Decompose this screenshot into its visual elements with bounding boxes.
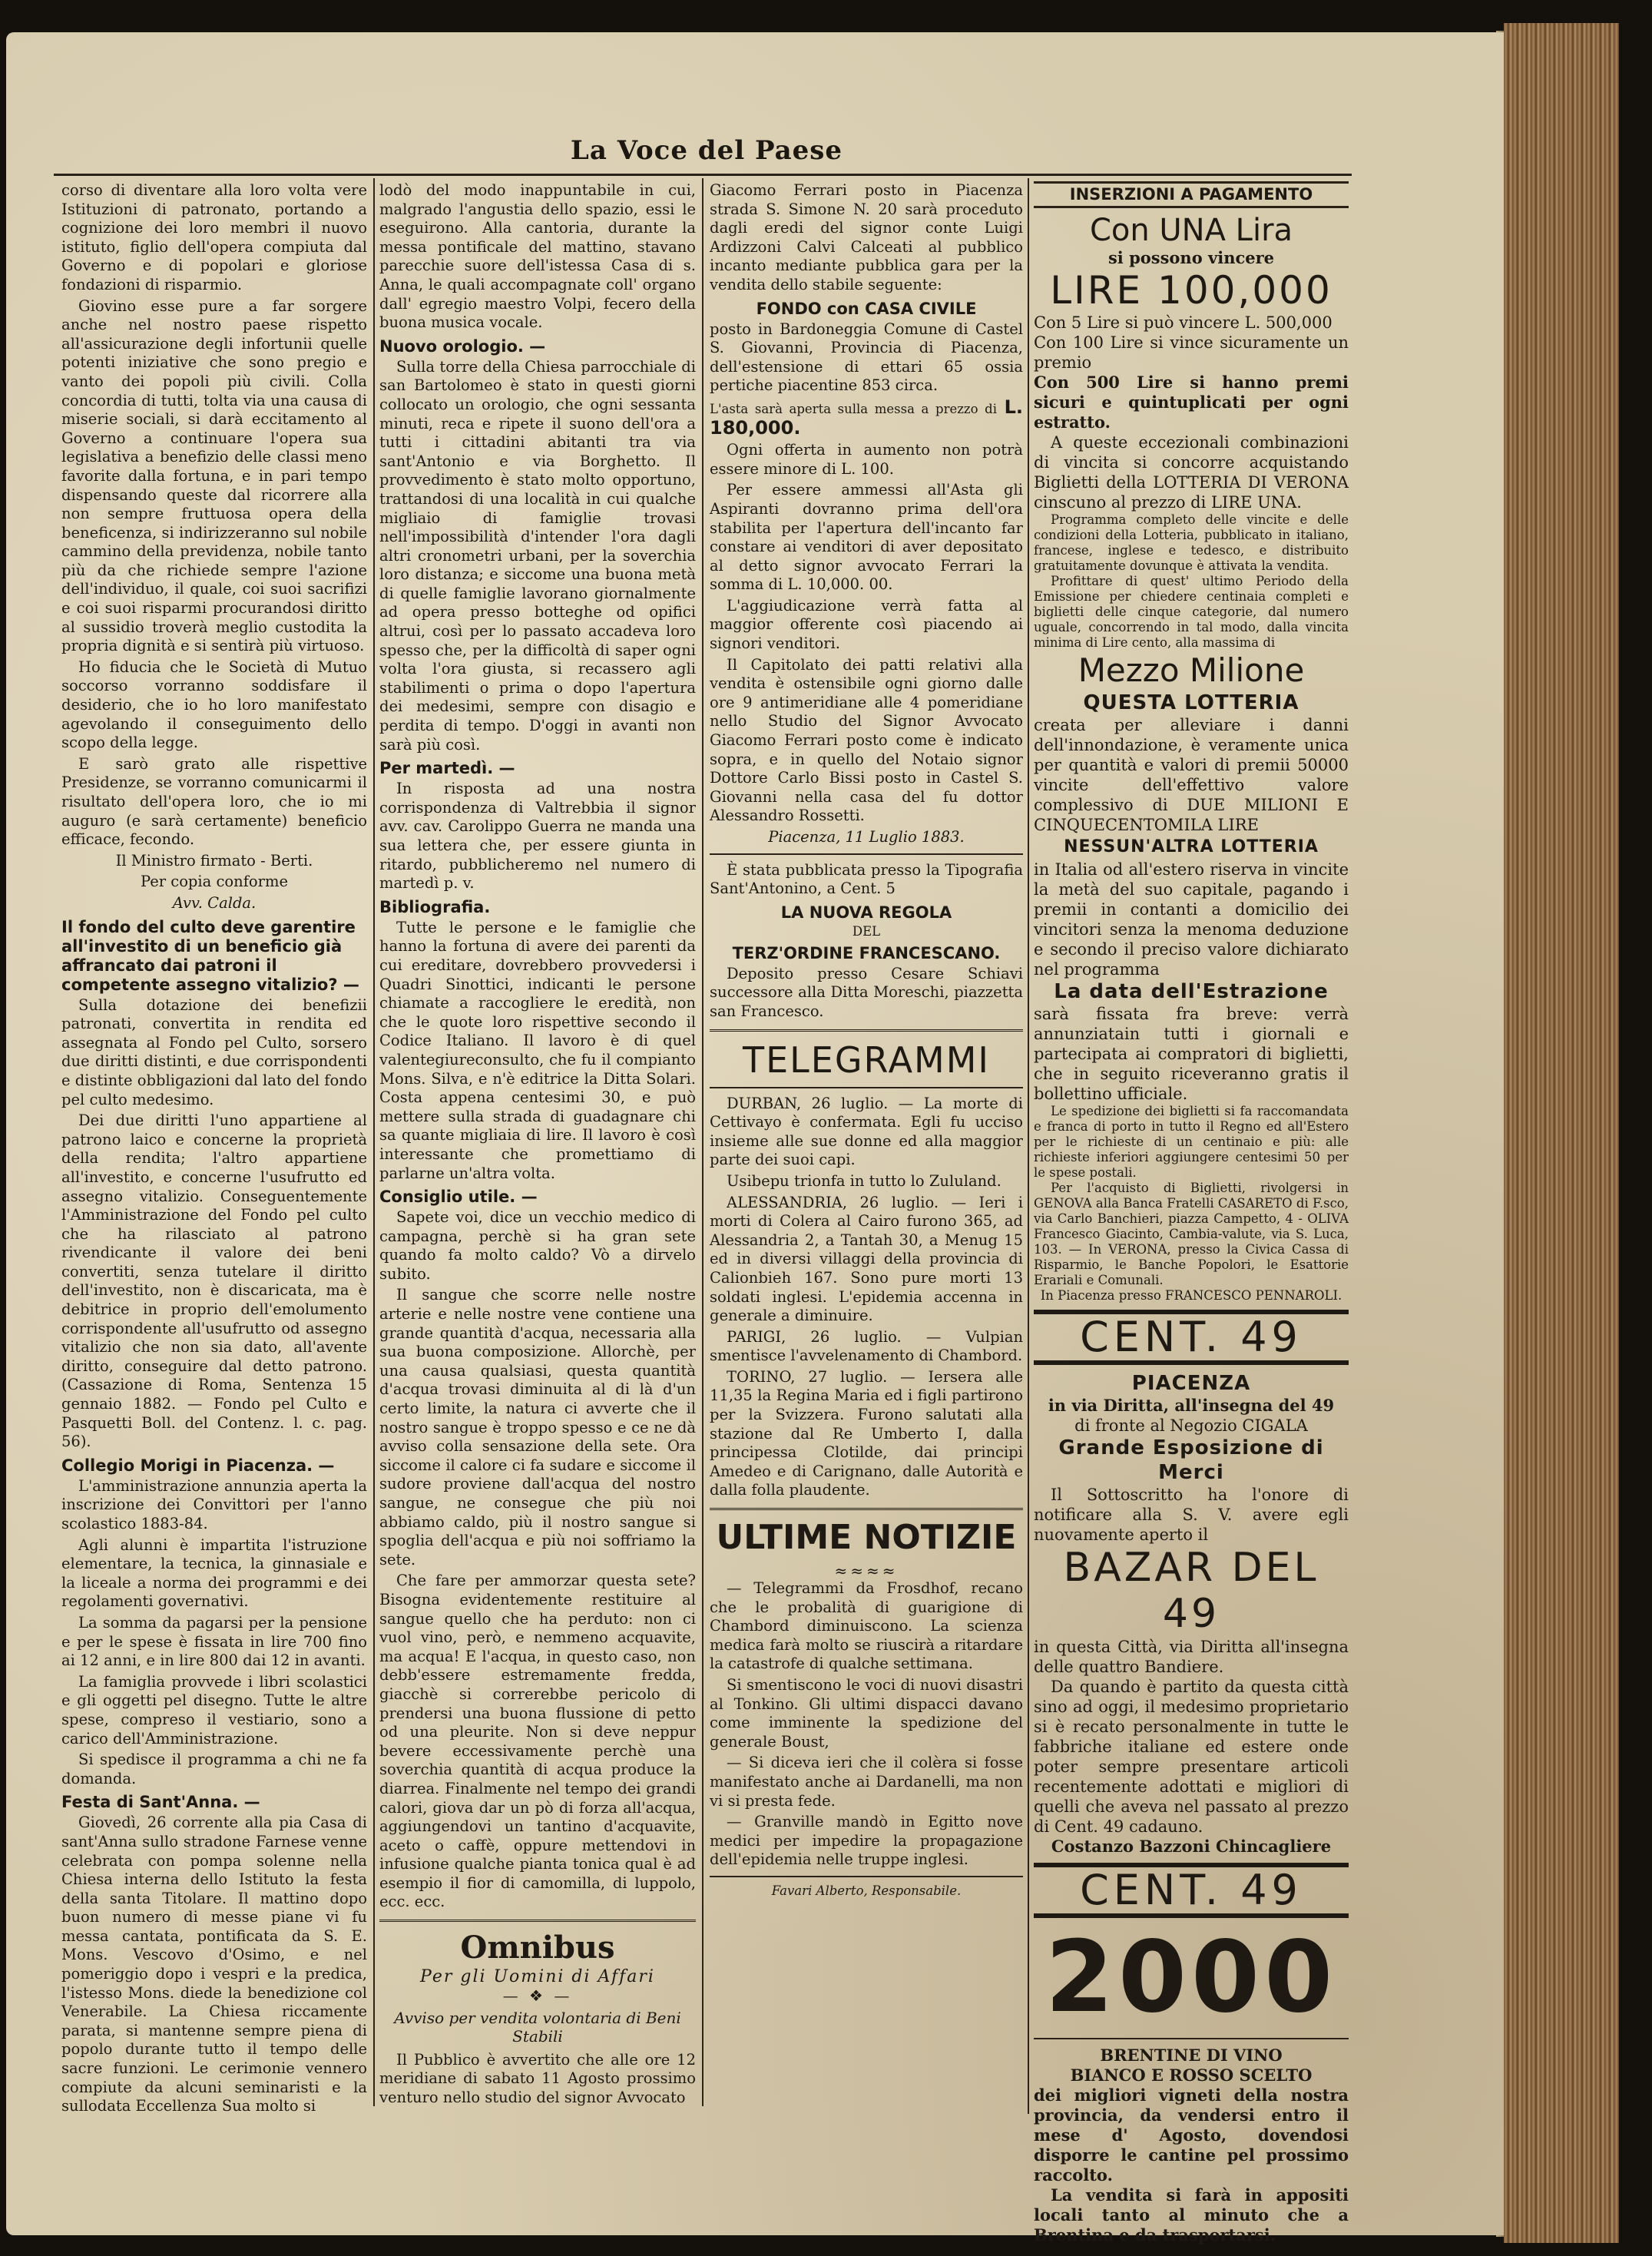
ad-line: A queste eccezionali combinazioni di vincita si concorre acquistando Biglietti della LOTTERIA DI VERONA cinscuno al prezzo di LIRE UNA.: [1034, 432, 1349, 512]
paragraph: Si spedisce il programma a chi ne fa domanda.: [61, 1751, 367, 1787]
paragraph: Il sangue che scorre nelle nostre arterie e nelle nostre vene contiene una grande quantità d'acqua, necessaria alla sua buona composizione. Allorchè, per una causa qualsiasi, questa quantità d'acqua trovasi diminuita al di là d'un certo limite, la natura ci avverte che il nostro sangue è troppo spesso e ce ne dà avviso colla sensazione della sete. Ora siccome il calore ci fa sudare e siccome il sudore proviene dall'acqua del nostro sangue, ne consegue che più noi abbiamo caldo, più il nostro sangue si spoglia dell'acqua e più noi soffriamo la sete.: [379, 1286, 696, 1569]
ad-2000: 2000: [1045, 1920, 1338, 2035]
ad-line: Il Sottoscritto ha l'onore di notificare alla S. V. avere egli nuovamente aperto il: [1034, 1485, 1349, 1544]
book-spine: [1504, 23, 1619, 2243]
ad-con-una-lira: Con UNA Lira: [1089, 212, 1293, 248]
column-rule: [373, 178, 375, 2106]
signature-minister: Il Ministro firmato - Berti.: [115, 851, 313, 870]
column-1: [61, 181, 367, 2115]
news-item: — Telegrammi da Frosdhof, recano che le probalità di guarigione di Chambord diminuiscono. La scienza medica farà molto se riuscirà a ritardare la catastrofe di qualche settimana.: [710, 1579, 1023, 1673]
paragraph: E sarò grato alle rispettive Presidenze, se vorranno comunicarmi il risultato dell'opera loro, che io mi auguro (e sarà certamente) beneficio efficace, fecondo.: [61, 754, 367, 849]
omnibus-subtitle: Per gli Uomini di Affari: [420, 1967, 655, 1987]
ad-costanzo: Costanzo Bazzoni Chincagliere: [1051, 1836, 1332, 1856]
responsabile: Favari Alberto, Responsabile.: [771, 1883, 962, 1898]
paragraph: Giacomo Ferrari posto in Piacenza strada S. Simone N. 20 sarà proceduto dagli eredi del signor conte Luigi Ardizzoni Calvi Calceati al pubblico incanto mediante pubblica gara per la vendita dello stabile seguente:: [710, 181, 1023, 293]
paragraph: lodò del modo inappuntabile in cui, malgrado l'angustia dello spazio, essi le eseguirono. Alla cantoria, durante la messa pontificale del mattino, stavano parecchie suore dell'istessa Casa di s. Anna, le quali accompagnate coll' organo dall' egregio maestro Volpi, fecero della buona musica vocale.: [379, 181, 696, 332]
ad-bianco-rosso: BIANCO E ROSSO SCELTO: [1070, 2065, 1313, 2085]
ad-lire-100000: LIRE 100,000: [1050, 267, 1333, 313]
ad-line: Da quando è partito da questa città sino ad oggi, il medesimo proprietario si è recato personalmente in tutte le fabbriche italiane ed estere onde poter sempre presentare articoli recentemente adottati e migliori di quelli che aveva nel passato al prezzo di Cent. 49 cadauno.: [1034, 1677, 1349, 1836]
news-item: Si smentiscono le voci di nuovi disastri al Tonkino. Gli ultimi dispacci davano come imminente la spedizione del generale Boust,: [710, 1676, 1023, 1751]
section-divider: [710, 1508, 1023, 1510]
column-rule: [702, 178, 704, 2106]
ad-brentine: BRENTINE DI VINO: [1100, 2045, 1283, 2065]
paragraph: Ogni offerta in aumento non potrà essere minore di L. 100.: [710, 441, 1023, 478]
section-divider: [1034, 2038, 1349, 2039]
column-rule: [1028, 178, 1029, 2114]
price-line: [710, 398, 1023, 439]
article-heading-collegio-morigi: Collegio Morigi in Piacenza. —: [61, 1456, 335, 1475]
column-2: [379, 181, 696, 2107]
section-divider: [710, 853, 1023, 855]
avviso-heading: Avviso per vendita volontaria di Beni Stabili: [394, 2008, 681, 2046]
telegrammi-heading: TELEGRAMMI: [742, 1039, 990, 1081]
ad-line: Con 100 Lire si vince sicuramente un premio: [1034, 333, 1349, 372]
paragraph: Deposito presso Cesare Schiavi successore alla Ditta Moreschi, piazzetta san Francesco.: [710, 964, 1023, 1020]
masthead: La Voce del Paese: [570, 135, 843, 166]
ad-line: sarà fissata fra breve: verrà annunziatain tutti i giornali e partecipata ai compratori di biglietti, che in seguito riceveranno gratis il bollettino ufficiale.: [1034, 1004, 1349, 1103]
price-value: L. 180,000.: [710, 396, 1023, 439]
column-4-adverts: [1034, 181, 1349, 2244]
paragraph: Dei due diritti l'uno appartiene al patrono laico e concerne la proprietà della rendita; l'altro appartiene all'investito, e concerne l'usufrutto ed assegno vitalizio. Conseguentemente l'Amministrazione del Fondo pel culto che ha rilasciato al patrono rivendicante il valore dei beni convertiti, senza tutelare il diritto dell'investito, non è discaricata, ma è debitrice in proprio dell'emolumento corrispondente all'usufrutto od assegno vitalizio che non sia dato, all'avente diritto, conseguire dal detto patrono. (Cassazione di Roma, Sentenza 15 gennaio 1882. — Fondo pel Culto e Pasquetti Boll. del Contenz. l. c. pag. 56).: [61, 1111, 367, 1451]
paragraph: Il Pubblico è avvertito che alle ore 12 meridiane di sabato 11 Agosto prossimo venturo nello studio del signor Avvocato: [379, 2050, 696, 2107]
article-heading-consiglio: Consiglio utile. —: [379, 1188, 538, 1207]
telegram: TORINO, 27 luglio. — Iersera alle 11,35 la Regina Maria ed i figli partirono per la Svizzera. Furono salutati alla stazione dal Re Umberto I, dalla principessa Clotilde, dai principi Amedeo e di Carignano, dalle Autorità e dalla folla plaudente.: [710, 1367, 1023, 1499]
omnibus-title: Omnibus: [460, 1930, 615, 1966]
paragraph: Ho fiducia che le Società di Mutuo soccorso vorranno soddisfare il desiderio, che io ho loro manifestato agevolando il conseguimento dello scopo della legge.: [61, 658, 367, 752]
ad-line: Con 5 Lire si può vincere L. 500,000: [1034, 313, 1333, 332]
article-heading-bibliografia: Bibliografia.: [379, 897, 491, 916]
ad-line: in via Diritta, all'insegna del 49: [1048, 1395, 1335, 1415]
ad-piacenza: PIACENZA: [1131, 1371, 1251, 1395]
signature-calda: Avv. Calda.: [172, 893, 257, 912]
telegram: PARIGI, 26 luglio. — Vulpian smentisce l'avvelenamento di Chambord.: [710, 1327, 1023, 1365]
paragraph: corso di diventare alla loro volta vere Istituzioni di patronato, portando a cognizione dei loro membri il nuovo istituto, figlio dell'opera compiuta dal Governo e di popolari e gloriose fondazioni di risparmio.: [61, 181, 367, 293]
regola-del: DEL: [852, 923, 881, 939]
signature-copy: Per copia conforme: [140, 873, 289, 891]
ad-grande-esposizione: Grande Esposizione di Merci: [1058, 1436, 1324, 1484]
date-line: Piacenza, 11 Luglio 1883.: [768, 828, 965, 846]
paragraph: Sulla dotazione dei benefizii patronati, convertita in rendita ed assegnata al Fondo pel Culto, sorsero due diritti distinti, e due corrispondenti e distinte obbligazioni dal lato del fondo pel culto medesimo.: [61, 995, 367, 1108]
article-heading-festa: Festa di Sant'Anna. —: [61, 1793, 260, 1812]
telegram: ALESSANDRIA, 26 luglio. — Ieri i morti di Colera al Cairo furono 365, ad Alessandria 2, a Tantah 30, a Menug 15 ed in diversi villaggi della provincia di Calionbieh 167. Sono pure morti 13 soldati inglesi. L'epidemia accenna in generale a diminuire.: [710, 1193, 1023, 1325]
paragraph: Sapete voi, dice un vecchio medico di campagna, perchè si ha gran sete quando fa molto caldo? Vò a dirvelo subito.: [379, 1208, 696, 1283]
ad-data-estrazione: La data dell'Estrazione: [1054, 979, 1329, 1003]
ad-line: Profittare di quest' ultimo Periodo della Emissione per chiedere centinaia completi e biglietti delle cinque categorie, dal numero uguale, concorrendo in tal modo, dalla vincita minima di Lire cento, alla massima di: [1034, 573, 1349, 650]
section-divider: [710, 1876, 1023, 1877]
paragraph: È stata pubblicata presso la Tipografia Sant'Antonino, a Cent. 5: [710, 860, 1023, 898]
ad-cent-49: CENT. 49: [1034, 1310, 1349, 1365]
paragraph: Giovino esse pure a far sorgere anche nel nostro paese rispetto all'assicurazione degli infortunii quelle potenti iniziative che sono pregio e vanto dei popoli più civili. Colla concordia di tutti, tolta via una causa di miserie sociali, si darà eccitamento al Governo a continuare l'opera sua legislativa a benefizio delle classi meno favorite dalla fortuna, e in pari tempo dispensando queste dal ricorrere alla non sempre fruttuosa opera della beneficenza, si indirizzeranno sul nobile cammino della previdenza, nobile tanto più da che richiede sempre l'azione dell'individuo, il quale, coi suoi sacrifizi e coi suoi risparmi procurandosi diritto al sussidio troverà meglio custodita la propria dignità e si sentirà più virtuoso.: [61, 296, 367, 655]
ad-nessun-altra: NESSUN'ALTRA LOTTERIA: [1064, 836, 1319, 856]
column-3: [710, 181, 1023, 2117]
ad-line: Programma completo delle vincite e delle condizioni della Lotteria, pubblicato in italiano, francese, inglese e tedesco, e distribuito gratuitamente dovunque è attivata la vendita.: [1034, 512, 1349, 573]
ad-bazar: BAZAR DEL 49: [1063, 1544, 1319, 1637]
paragraph: Agli alunni è impartita l'istruzione elementare, la tecnica, la ginnasiale e la liceale a norma dei programmi e dei regolamenti governativi.: [61, 1535, 367, 1611]
ultime-notizie-heading: ULTIME NOTIZIE: [716, 1518, 1017, 1558]
paragraph: Per essere ammessi all'Asta gli Aspiranti dovranno prima dell'ora stabilita per l'apertura dell'incanto far constare ai venditori di aver depositato al detto signor avvocato Ferrari la somma di L. 10,000. 00.: [710, 481, 1023, 594]
ad-line: creata per alleviare i danni dell'innondazione, è veramente unica per quantità e valori di premii 50000 vincite dell'effettivo valore complessivo di DUE MILIONI E CINQUECENTOMILA LIRE: [1034, 715, 1349, 834]
ad-line: In Piacenza presso FRANCESCO PENNAROLI.: [1040, 1287, 1342, 1303]
article-heading-fondo-culto: Il fondo del culto deve garentire all'investito di un beneficio già affrancato dai patroni il competente assegno vitalizio? —: [61, 917, 359, 994]
paragraph: posto in Bardoneggia Comune di Castel S. Giovanni, Provincia di Piacenza, dell'estensione di ettari 65 ossia pertiche piacentine 853 circa.: [710, 320, 1023, 395]
section-divider: [710, 1087, 1023, 1088]
paragraph: Giovedì, 26 corrente alla pia Casa di sant'Anna sullo stradone Farnese venne celebrata con pompa solenne nella Chiesa interna dello Istituto la festa della santa Titolare. Il mattino dopo buon numero di messe piane vi fu messa cantata, pontificata da S. E. Mons. Vescovo d'Osimo, e nel pomeriggio dopo i vespri e la predica, l'istesso Mons. diede la benedizione col Venerabile. La Chiesa riccamente parata, si mantenne sempre piena di popolo durante tutto il tempo delle sacre funzioni. Le cerimonie vennero compiute da alcuni seminaristi e la sullodata Eccellenza Sua molto si: [61, 1814, 367, 2115]
ad-line: dei migliori vigneti della nostra provincia, da vendersi entro il mese d' Agosto, dovendosi disporre le cantine pel prossimo raccolto.: [1034, 2085, 1349, 2185]
fondo-heading: FONDO con CASA CIVILE: [756, 299, 977, 318]
ornament: ≈≈≈≈: [834, 1562, 899, 1581]
ad-line: Con 500 Lire si hanno premi sicuri e quintuplicati per ogni estratto.: [1034, 372, 1349, 432]
article-heading-martedi: Per martedì. —: [379, 759, 515, 778]
telegram: DURBAN, 26 luglio. — La morte di Cettivayo è confermata. Egli fu ucciso insieme alle sue donne ed alla maggior parte dei suoi capi.: [710, 1094, 1023, 1169]
news-item: — Granville mandò in Egitto nove medici per impedire la propagazione dell'epidemia nelle truppe inglesi.: [710, 1813, 1023, 1869]
section-divider: [379, 1920, 696, 1922]
ad-questa-lotteria: QUESTA LOTTERIA: [1083, 691, 1299, 714]
article-heading-orologio: Nuovo orologio. —: [379, 336, 546, 356]
ornament: — ❖ —: [502, 1986, 573, 2005]
header-rule: [54, 174, 1352, 176]
paragraph: Il Capitolato dei patti relativi alla vendita è ostensibile ogni giorno dalle ore 9 antimeridiane alle 4 pomeridiane nello Studio del Signor Avvocato Giacomo Ferrari posto come è indicato sopra, e in quello del Notaio signor Dottore Carlo Bissi posto in Castel S. Giovanni nella casa del fu dottor Alessandro Rossetti.: [710, 655, 1023, 825]
ad-line: La vendita si farà in appositi locali tanto al minuto che a Brentina e da trasportarsi.: [1034, 2185, 1349, 2244]
paragraph: L'aggiudicazione verrà fatta al maggior offerente così piacendo ai signori venditori.: [710, 596, 1023, 653]
price-label: L'asta sarà aperta sulla messa a prezzo di: [710, 401, 997, 416]
paragraph: Che fare per ammorzar questa sete? Bisogna evidentemente restituire al sangue quello che ha perduto: non ci vuol vino, però, e nemmeno acquavite, ma acqua! E l'acqua, in questo caso, non debb'essere estremamente fredda, giacchè si correrebbe pericolo di prendersi una buona flussione di petto od una pleurite. Non si deve neppur bevere eccessivamente perchè una soverchia quantità di acqua produce la diarrea. Finalmente nel tempo dei grandi calori, giova dar un pò di forza all'acqua, aggiungendovi un tantino d'acquavite, aceto o caffè, oppure mettendovi in infusione qualche pianta tonica qual è ad esempio il fior di camomilla, di luppolo, ecc. ecc.: [379, 1572, 696, 1911]
regola-title: LA NUOVA REGOLA: [780, 903, 952, 922]
news-item: — Si diceva ieri che il colèra si fosse manifestato anche ai Dardanelli, ma non vi si presta fede.: [710, 1754, 1023, 1810]
ad-mezzo-milione: Mezzo Milione: [1078, 651, 1305, 689]
paragraph: L'amministrazione annunzia aperta la inscrizione dei Convittori per l'anno scolastico 1883-84.: [61, 1476, 367, 1532]
ad-line: in Italia od all'estero riserva in vincite la metà del suo capitale, pagando i premii in contanti a domicilio dei vincitori senza la menoma deduzione e secondo il preciso valore dichiarato nel programma: [1034, 860, 1349, 979]
paragraph: Sulla torre della Chiesa parrocchiale di san Bartolomeo è stato in questi giorni collocato un orologio, che ogni sessanta minuti, reca e ripete il suono dell'ora a tutti i cittadini abitanti tra via sant'Antonio e via Borghetto. Il provvedimento è stato molto opportuno, trattandosi di una località in cui qualche migliaio di famiglie trovasi nell'impossibilità d'intender l'ora dagli altri cronometri urbani, per la soverchia loro distanza; e siccome una buona metà di quelle famiglie lavorano giornalmente ad opera presso botteghe od opifici altrui, così per lo passato accadeva loro spesso che, per la difficoltà di saper ogni volta l'ora giusta, si recassero agli stabilimenti o prima o dopo l'apertura dei medesimi, sempre con disagio e perdita di tempo. D'oggi in avanti non sarà più così.: [379, 357, 696, 754]
regola-subtitle: TERZ'ORDINE FRANCESCANO.: [732, 943, 1001, 962]
ad-line: di fronte al Negozio CIGALA: [1074, 1416, 1308, 1435]
ad-line: Per l'acquisto di Biglietti, rivolgersi in GENOVA alla Banca Fratelli CASARETO di F.sco, via Carlo Banchieri, piazza Campetto, 4 - OLIVA Francesco Giacinto, Cambia-valute, via S. Luca, 103. — In VERONA, presso la Civica Cassa di Risparmio, le Banche Popolori, le Esattorie Erariali e Comunali.: [1034, 1180, 1349, 1287]
ad-line: Le spedizione dei biglietti si fa raccomandata e franca di porto in tutto il Regno ed all'Estero per le richieste di un centinaio e più: alle richieste inferiori aggiungere centesimi 50 per le spese postali.: [1034, 1103, 1349, 1180]
paragraph: La famiglia provvede i libri scolastici e gli oggetti pel disegno. Tutte le altre spese, compreso il vestiario, sono a carico dell'Amministrazione.: [61, 1672, 367, 1747]
telegram: Usibepu trionfa in tutto lo Zululand.: [727, 1171, 1001, 1190]
section-divider: [710, 1029, 1023, 1032]
paragraph: La somma da pagarsi per la pensione e per le spese è fissata in lire 700 fino ai 12 anni, e in lire 800 dai 12 in avanti.: [61, 1613, 367, 1670]
ad-line: in questa Città, via Diritta all'insegna delle quattro Bandiere.: [1034, 1637, 1349, 1676]
ad-cent-49-second: CENT. 49: [1034, 1863, 1349, 1918]
ad-si-possono: si possono vincere: [1107, 247, 1275, 267]
inserzioni-heading: INSERZIONI A PAGAMENTO: [1034, 181, 1349, 208]
paragraph: In risposta ad una nostra corrispondenza di Valtrebbia il signor avv. cav. Carolippo Guerra ne manda una sua lettera che, per essere giunta in ritardo, pubblicheremo nel numero di martedì p. v.: [379, 780, 696, 893]
paragraph: Tutte le persone e le famiglie che hanno la fortuna di avere dei parenti da cui ereditare, dovrebbero provvedersi i Quadri Sinottici, indicanti le persone chiamate a raccogliere le eredità, non che le quote loro rispettive secondo il Codice Italiano. Il lavoro è di quel valentegiureconsulto, che fu il compianto Mons. Silva, e n'è editrice la Ditta Solari. Costa appena centesimi 30, e può mettere sulla strada di guadagnare chi sa quante migliaia di lire. Il lavoro è così interessante che promettiamo di parlarne un'altra volta.: [379, 918, 696, 1182]
